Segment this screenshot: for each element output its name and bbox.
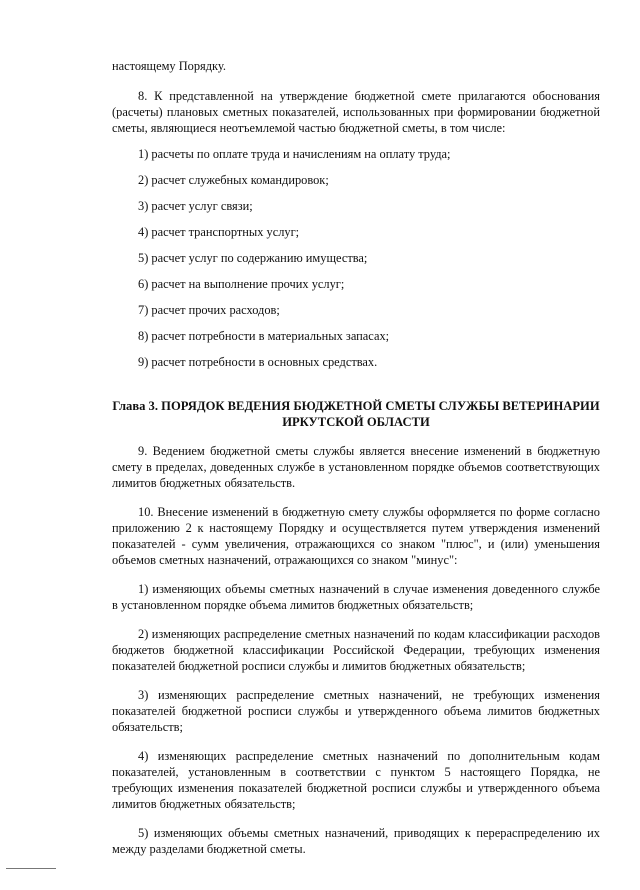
list-item: 8) расчет потребности в материальных запасах; xyxy=(138,329,390,343)
list-item: 6) расчет на выполнение прочих услуг; xyxy=(138,277,345,291)
list-item: 2) расчет служебных командировок; xyxy=(138,173,329,187)
list-item: 7) расчет прочих расходов; xyxy=(138,303,280,317)
list-item: 5) расчет услуг по содержанию имущества; xyxy=(138,251,368,265)
list-item: 4) изменяющих распределение сметных назначений по дополнительным кодам показателей, установленным в соответствии с пунктом 5 настоящего Порядка, не требующих изменения показателей бюджетной росписи службы и утвержденного объема лимитов бюджетных обязательств; xyxy=(112,749,600,811)
chapter-heading: Глава 3. ПОРЯДОК ВЕДЕНИЯ БЮДЖЕТНОЙ СМЕТЫ СЛУЖБЫ ВЕТЕРИНАРИИ ИРКУТСКОЙ ОБЛАСТИ xyxy=(112,399,600,429)
list-item: 3) расчет услуг связи; xyxy=(138,199,253,213)
document-body xyxy=(112,58,600,857)
list-item: 4) расчет транспортных услуг; xyxy=(138,225,300,239)
list-item: 1) изменяющих объемы сметных назначений в случае изменения доведенного службе в установленном порядке объема лимитов бюджетных обязательств; xyxy=(112,582,600,612)
list-item: 3) изменяющих распределение сметных назначений, не требующих изменения показателей бюджетной росписи службы и утвержденного объема лимитов бюджетных обязательств; xyxy=(112,688,600,734)
paragraph-9: 9. Ведением бюджетной сметы службы является внесение изменений в бюджетную смету в пределах, доведенных службе в установленном порядке объемов соответствующих лимитов бюджетных обязательств. xyxy=(112,444,600,490)
list-item: 9) расчет потребности в основных средствах. xyxy=(138,355,378,369)
paragraph-10: 10. Внесение изменений в бюджетную смету службы оформляется по форме согласно приложению 2 к настоящему Порядку и осуществляется путем утверждения изменений показателей - сумм увеличения, отражающихся со знаком "плюс", и (или) уменьшения объемов сметных назначений, отражающихся со знаком "минус": xyxy=(112,505,600,567)
list-item: 5) изменяющих объемы сметных назначений, приводящих к перераспределению их между разделами бюджетной сметы. xyxy=(112,826,600,856)
continuation-text: настоящему Порядку. xyxy=(112,59,226,73)
list-item: 1) расчеты по оплате труда и начислениям на оплату труда; xyxy=(138,147,451,161)
footnote-divider xyxy=(6,868,56,869)
list-item: 2) изменяющих распределение сметных назначений по кодам классификации расходов бюджетов бюджетной классификации Российской Федерации, требующих изменения показателей бюджетной росписи службы и лимитов бюджетных обязательств; xyxy=(112,627,600,673)
paragraph-8: 8. К представленной на утверждение бюджетной смете прилагаются обоснования (расчеты) плановых сметных показателей, использованных при формировании бюджетной сметы, являющиеся неотъемлемой частью бюджетной сметы, в том числе: xyxy=(112,89,600,135)
